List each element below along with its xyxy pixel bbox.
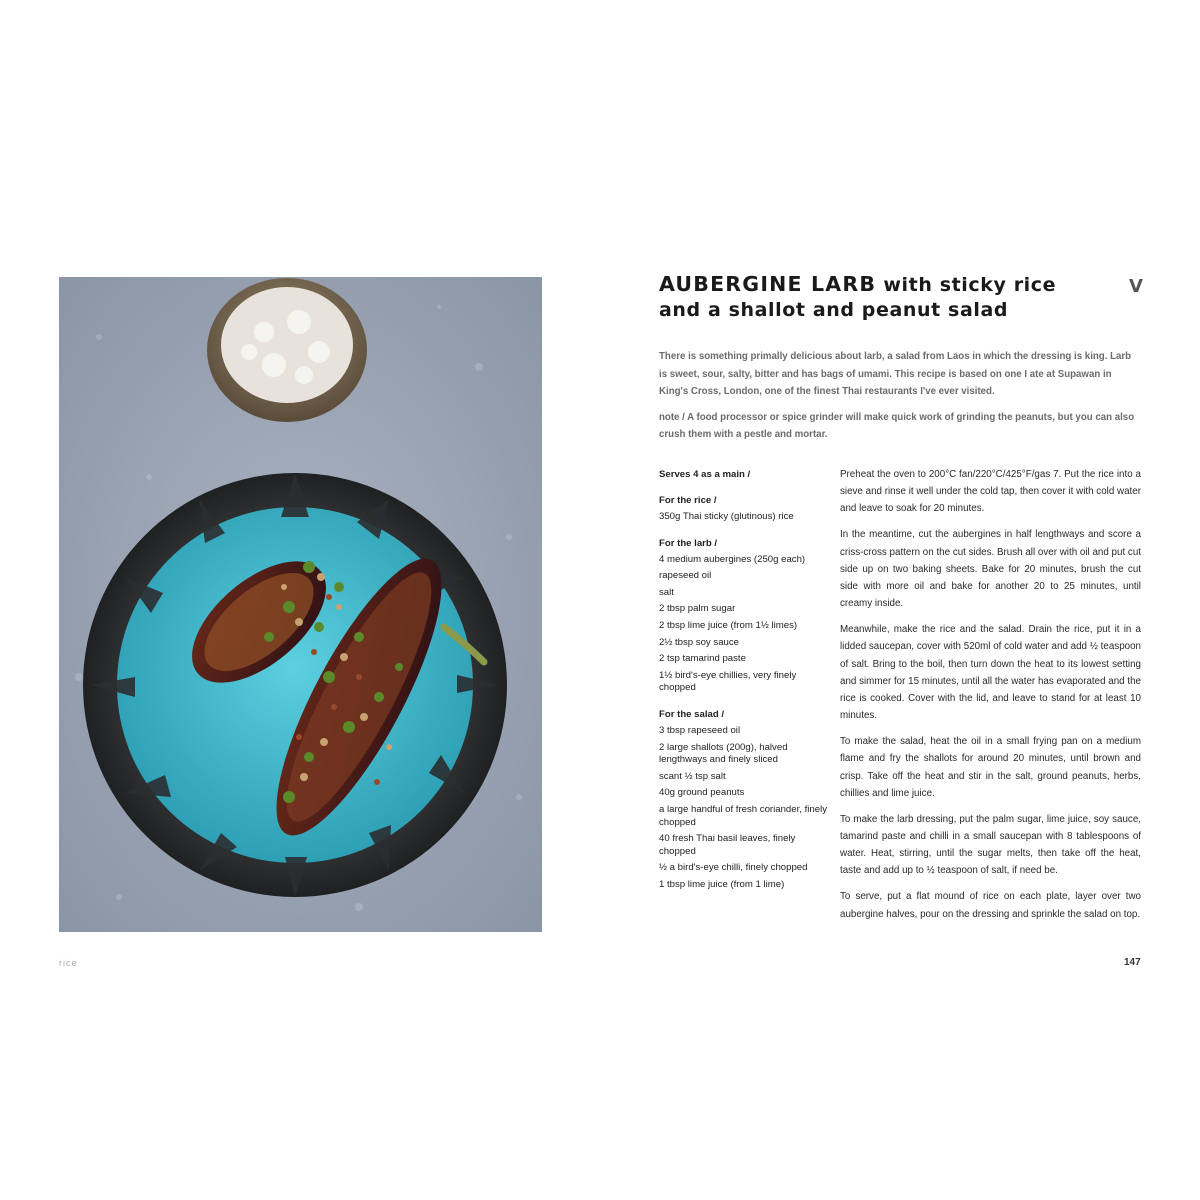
page-number: 147 [1124,957,1141,968]
ingredients-list [659,466,829,902]
ingredient-item: 2 tsp tamarind paste [659,653,746,665]
ingredient-group-heading: For the larb / [659,537,718,549]
ingredient-item: 1 tbsp lime juice (from 1 lime) [659,878,785,890]
ingredient-group [659,535,829,697]
ingredient-item: 350g Thai sticky (glutinous) rice [659,511,794,522]
ingredient-item: 40g ground peanuts [659,787,745,799]
method-step: To serve, put a flat mound of rice on each plate, layer over two aubergine halves, pour on the dressing and sprinkle the salad on top. [840,891,1141,920]
ingredient-item: ½ a bird's-eye chilli, finely chopped [659,862,808,874]
ingredient-item: a large handful of fresh coriander, finely chopped [659,803,827,828]
recipe-intro [659,348,1141,452]
intro-paragraph: There is something primally delicious about larb, a salad from Laos in which the dressing is king. Larb is sweet, sour, salty, bitter and has bags of umami. This recipe is based on one I ate at Supawan in King's Cross, London, one of the finest Thai restaurants I've ever visited. [659,351,1132,397]
vegetarian-mark: V [1129,276,1143,297]
method-step: Meanwhile, make the rice and the salad. Drain the rice, put it in a lidded saucepan, cover with 520ml of cold water and add ½ teaspoon of salt. Bring to the boil, then turn down the heat to its lowest setting and simmer for 15 minutes, until all the water has evaporated and the rice is cooked. Cover with the lid, and leave to stand for at least 10 minutes. [840,624,1141,722]
ingredient-item: 2 tbsp palm sugar [659,603,736,615]
ingredient-group [659,706,829,894]
ingredient-item: 40 fresh Thai basil leaves, finely chopped [659,833,796,857]
recipe-title-subtitle: with sticky rice and a shallot and peanut salad [659,274,1057,321]
recipe-title [659,272,1099,323]
method-step: To make the salad, heat the oil in a small frying pan on a medium flame and fry the shallots for around 20 minutes, until brown and crisp. Take off the heat and stir in the salt, ground peanuts, herbs, chillies and lime juice. [840,736,1141,799]
ingredient-group [659,492,829,526]
ingredient-item: 4 medium aubergines (250g each) [659,553,806,565]
ingredient-item: 1½ bird's-eye chillies, very finely chopped [659,669,797,694]
section-name: rice [59,958,78,968]
ingredient-item: 2½ tbsp soy sauce [659,636,739,648]
ingredient-group-heading: For the salad / [659,708,725,720]
ingredient-item: 2 large shallots (200g), halved lengthways and finely sliced [659,741,788,766]
dish-illustration [59,277,542,932]
method-step: In the meantime, cut the aubergines in half lengthways and score a criss-cross pattern on the cut sides. Brush all over with oil and put cut side up on two baking sheets. Bake for 20 minutes, brush the cut side with more oil and bake for another 20 to 25 minutes, until creamy inside. [840,529,1141,610]
ingredient-item: salt [659,586,674,598]
method-step: To make the larb dressing, put the palm sugar, lime juice, soy sauce, tamarind paste and chilli in a small saucepan with 8 tablespoons of water. Heat, stirring, until the sugar melts, then take off the heat, taste and add up to ½ teaspoon of salt, if need be. [840,813,1141,877]
recipe-title-main: AUBERGINE LARB [659,272,877,296]
ingredient-item: scant ½ tsp salt [659,770,726,782]
ingredient-group-heading: For the rice / [659,495,717,506]
method-steps [840,466,1141,932]
ingredient-item: rapeseed oil [659,570,712,582]
recipe-note: note / A food processor or spice grinder will make quick work of grinding the peanuts, but you can also crush them with a pestle and mortar. [659,411,1135,440]
ingredient-item: 2 tbsp lime juice (from 1½ limes) [659,619,798,631]
method-step: Preheat the oven to 200°C fan/220°C/425°F/gas 7. Put the rice into a sieve and rinse it well under the cold tap, then cover it with cold water and leave to soak for 20 minutes. [840,469,1141,515]
serves-line: Serves 4 as a main / [659,469,751,480]
recipe-photo [59,277,542,932]
ingredient-item: 3 tbsp rapeseed oil [659,724,741,736]
